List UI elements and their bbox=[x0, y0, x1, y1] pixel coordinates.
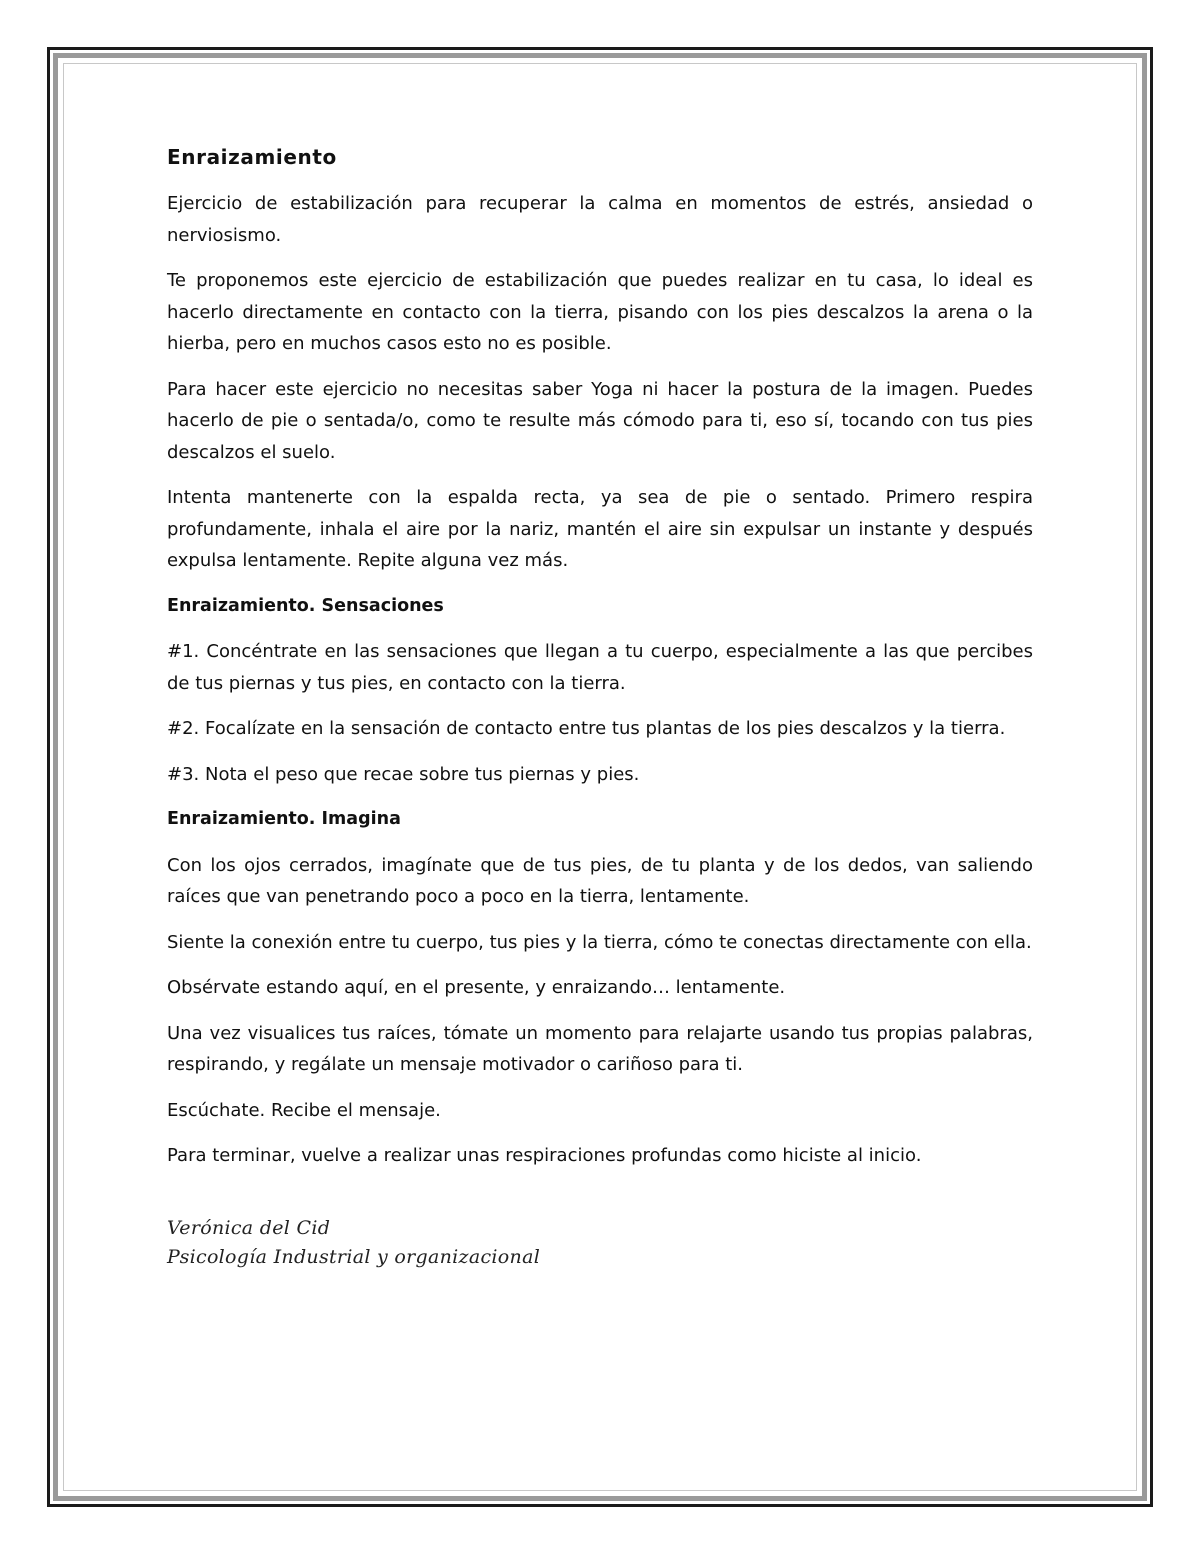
imagina-paragraph-5: Escúchate. Recibe el mensaje. bbox=[167, 1099, 441, 1121]
sensaciones-paragraph-2: #2. Focalízate en la sensación de contacto entre tus plantas de los pies descalzos y la tierra. bbox=[167, 718, 1006, 739]
signature-block bbox=[167, 1214, 1033, 1272]
imagina-paragraph-3: Obsérvate estando aquí, en el presente, y enraizando… lentamente. bbox=[167, 977, 786, 998]
section-heading-sensaciones: Enraizamiento. Sensaciones bbox=[167, 595, 444, 616]
sensaciones-paragraph-1: #1. Concéntrate en las sensaciones que llegan a tu cuerpo, especialmente a las que percibes de tus piernas y tus pies, en contacto con la tierra. bbox=[167, 641, 1033, 694]
imagina-paragraph-2: Siente la conexión entre tu cuerpo, tus pies y la tierra, cómo te conectas directamente con ella. bbox=[167, 931, 1032, 953]
signature-role: Psicología Industrial y organizacional bbox=[167, 1245, 541, 1268]
imagina-paragraph-4: Una vez visualices tus raíces, tómate un momento para relajarte usando tus propias palabras, respirando, y regálate un mensaje motivador o cariñoso para ti. bbox=[167, 1022, 1033, 1075]
document-title: Enraizamiento bbox=[167, 145, 337, 169]
intro-paragraph-2: Te proponemos este ejercicio de estabilización que puedes realizar en tu casa, lo ideal es hacerlo directamente en contacto con la tierra, pisando con los pies descalzos la arena o la hierba, pero en muchos casos esto no es posible. bbox=[167, 270, 1033, 354]
signature-name: Verónica del Cid bbox=[167, 1216, 331, 1239]
intro-paragraph-4: Intenta mantenerte con la espalda recta, ya sea de pie o sentado. Primero respira profundamente, inhala el aire por la nariz, mantén el aire sin expulsar un instante y después expulsa lentamente. Repite alguna vez más. bbox=[167, 487, 1033, 571]
sensaciones-paragraph-3: #3. Nota el peso que recae sobre tus piernas y pies. bbox=[167, 763, 640, 785]
intro-paragraph-3: Para hacer este ejercicio no necesitas saber Yoga ni hacer la postura de la imagen. Puedes hacerlo de pie o sentada/o, como te resulte más cómodo para ti, eso sí, tocando con tus pies descalzos el suelo. bbox=[167, 378, 1033, 463]
intro-paragraph-1: Ejercicio de estabilización para recuperar la calma en momentos de estrés, ansiedad o nerviosismo. bbox=[167, 193, 1033, 246]
document-body bbox=[167, 140, 1033, 1272]
section-heading-imagina: Enraizamiento. Imagina bbox=[167, 809, 401, 829]
imagina-paragraph-1: Con los ojos cerrados, imagínate que de tus pies, de tu planta y de los dedos, van saliendo raíces que van penetrando poco a poco en la tierra, lentamente. bbox=[167, 854, 1033, 907]
imagina-paragraph-6: Para terminar, vuelve a realizar unas respiraciones profundas como hiciste al inicio. bbox=[167, 1145, 922, 1166]
